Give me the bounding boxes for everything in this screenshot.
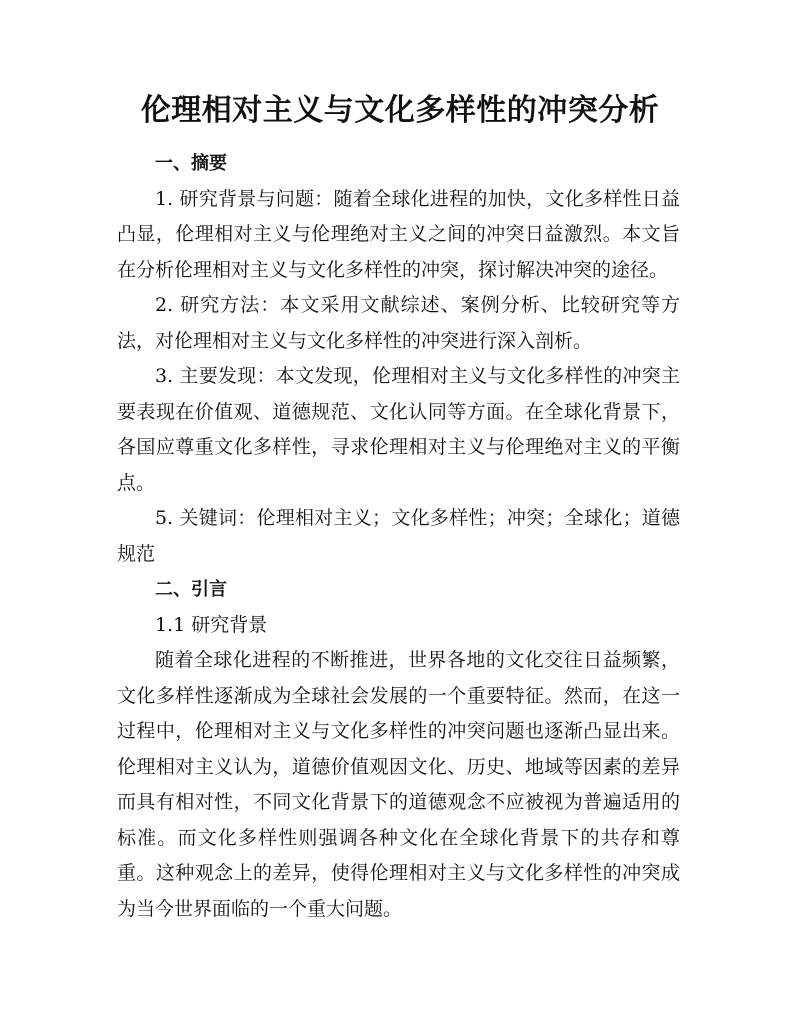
introduction-paragraph: 随着全球化进程的不断推进，世界各地的文化交往日益频繁，文化多样性逐渐成为全球社会发展的一个重要特征。然而，在这一过程中，伦理相对主义与文化多样性的冲突问题也逐渐凸显出来。伦理相对主义认为，道德价值观因文化、历史、地域等因素的差异而具有相对性，不同文化背景下的道德观念不应被视为普遍适用的标准。而文化多样性则强调各种文化在全球化背景下的共存和尊重。这种观念上的差异，使得伦理相对主义与文化多样性的冲突成为当今世界面临的一个重大问题。 <box>117 649 680 920</box>
abstract-paragraph-background: 1. 研究背景与问题：随着全球化进程的加快，文化多样性日益凸显，伦理相对主义与伦理绝对主义之间的冲突日益激烈。本文旨在分析伦理相对主义与文化多样性的冲突，探讨解决冲突的途径。 <box>117 187 680 281</box>
abstract-paragraph-findings: 3. 主要发现：本文发现，伦理相对主义与文化多样性的冲突主要表现在价值观、道德规范、文化认同等方面。在全球化背景下，各国应尊重文化多样性，寻求伦理相对主义与伦理绝对主义的平衡点。 <box>117 365 680 494</box>
subsection-heading-background: 1.1 研究背景 <box>155 613 268 636</box>
document-body <box>117 146 680 927</box>
document-title: 伦理相对主义与文化多样性的冲突分析 <box>140 93 660 128</box>
section-heading-abstract: 一、摘要 <box>155 153 227 174</box>
abstract-paragraph-keywords: 5. 关键词：伦理相对主义；文化多样性；冲突；全球化；道德规范 <box>117 507 680 565</box>
abstract-paragraph-methods: 2. 研究方法：本文采用文献综述、案例分析、比较研究等方法，对伦理相对主义与文化多样性的冲突进行深入剖析。 <box>117 294 680 352</box>
section-heading-introduction: 二、引言 <box>155 579 227 600</box>
